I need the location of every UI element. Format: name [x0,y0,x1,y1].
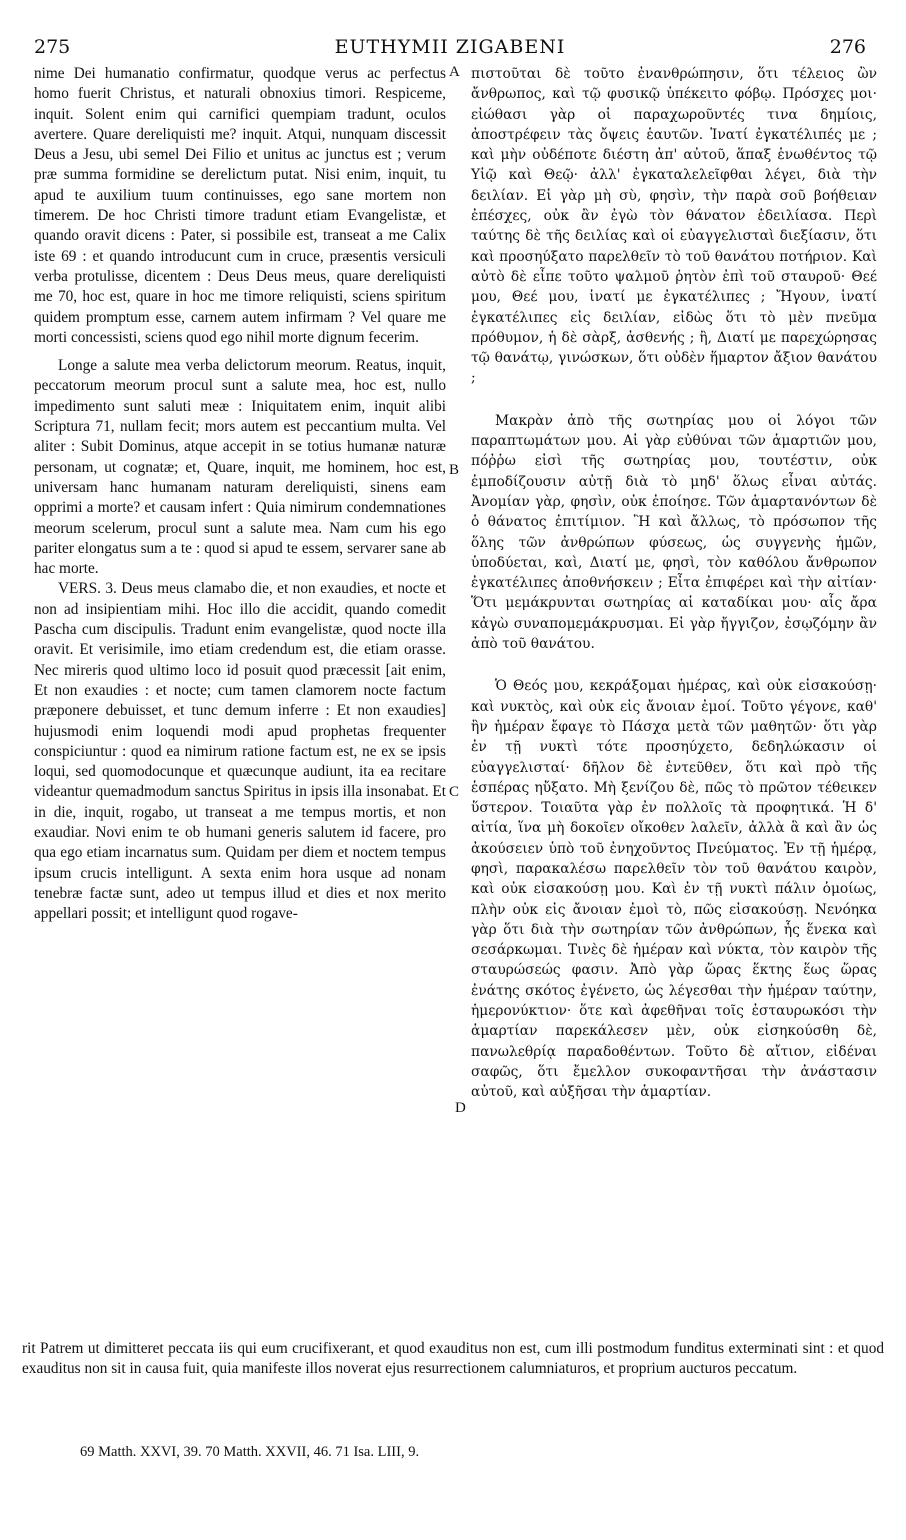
margin-marker-a: A [449,64,460,80]
latin-continuation: rit Patrem ut dimitteret peccata iis qui eum crucifixerant, et quod exauditus non est, cum illi postmodum funditus exterminati sint : et quod exauditus non sit in causa fuit, quia manifeste illos noverat ejus resurrectionem calumniaturos, et proprium aucturos peccatum. [22,1340,884,1378]
running-header [34,36,866,64]
greek-column [471,64,877,1103]
right-page-number: 276 [829,36,866,58]
greek-paragraph-2: Μακρὰν ἀπὸ τῆς σωτηρίας μου οἱ λόγοι τῶν παραπτωμάτων μου. Αἱ γὰρ εὐθύναι τῶν ἁμαρτιῶν μου, πόῤῥω εἰσὶ τῆς σωτηρίας μου, τουτέστιν, οὐκ ἐμποδίζουσιν αὐτῇ διὰ τὸ μηδ' ὅλως εἶναι αὐτάς. Ἀνομίαν γὰρ, φησὶν, οὐκ ἐποίησε. Τῶν ἁμαρτανόντων δὲ ὁ θάνατος ἐπιτίμιον. Ἢ καὶ ἄλλως, τὸ πρόσωπον τῆς ὅλης τῶν ἀνθρώπων φύσεως, ὡς συγγενὴς ἡμῶν, ὑποδύεται, καὶ, Διατί με, φησὶ, τὸν καθόλου ἄνθρωπον ἐγκατέλιπες ἀποθνήσκειν ; Εἶτα ἐπιφέρει καὶ τὴν αἰτίαν· Ὅτι μεμάκρυνται σωτηρίας αἱ καταδίκαι μου· αἷς ἄρα κἀγὼ συναπομεμάκρυσμαι. Εἰ γὰρ ἤγγιζον, ἐσῳζόμην ἂν ἀπὸ τοῦ θανάτου. [471,412,877,653]
greek-paragraph-1: πιστοῦται δὲ τοῦτο ἐνανθρώπησιν, ὅτι τέλειος ὢν ἄνθρωπος, καὶ τῷ φυσικῷ ὑπέκειτο φόβῳ. Πρόσχες μοι· εἰώθασι γὰρ οἱ παραχωροῦντές τινα δημίοις, ἀποστρέφειν τὰς ὄψεις ἑαυτῶν. Ἱνατί ἐγκατέλιπές με ; καὶ μὴν οὐδέποτε διέστη ἀπ' αὐτοῦ, ἅπαξ ἑνωθέντος τῷ Υἱῷ καὶ Θεῷ· ἀλλ' ἐγκαταλελεῖφθαι λέγει, διὰ τὴν δειλίαν. Εἰ γὰρ μὴ σὺ, φησὶν, τὴν παρὰ σοῦ βοήθειαν ἐπέσχες, οὐκ ἂν ἐγὼ τὸν θάνατον ἐδειλίασα. Περὶ ταύτης δὲ τῆς δειλίας καὶ οἱ εὐαγγελισταὶ διεξίασιν, ὅτι καὶ προσηύξατο παρελθεῖν τὸ τοῦ θανάτου ποτήριον. Καὶ αὐτὸ δὲ εἶπε τοῦτο ψαλμοῦ ῥητὸν ἐπὶ τοῦ σταυροῦ· Θεέ μου, Θεέ μου, ἱνατί με ἐγκατέλιπες ; Ἤγουν, ἱνατί ἐγκατέλιπες εἰς δειλίαν, εἰδὼς ὅτι τὸ μὲν πνεῦμα πρόθυμον, ἡ δὲ σὰρξ, ἀσθενής ; ἢ, Διατί με παρεχώρησας τῷ θανάτῳ, γινώσκων, ὅτι οὐδὲν ἥμαρτον ἄξιον θανάτου ; [471,66,877,387]
margin-marker-c: C [449,784,460,800]
latin-paragraph-1: nime Dei humanatio confirmatur, quodque verus ac perfectus homo fuerit Christus, et naturali obnoxius timori. Respiceme, inquit. Solent enim qui carnifici quempiam tradunt, oculos avertere. Quare dereliquisti me? inquit. Atqui, nunquam discessit Deus a Jesu, ubi semel Dei Filio et unitus ac junctus est ; verum præ summa formidine se derelictum putat. Nisi enim, inquit, tu apud te auxilium tuum continuisses, ego sane mortem non timerem. De hoc Christi timore tradunt etiam Evangelistæ, et quando oravit dicens : Pater, si possibile est, transeat a me Calix iste 69 : et quando introducunt cum in cruce, præsentis versiculi verba protulisse, dicentem : Deus Deus meus, quare dereliquisti me 70, hoc est, quare in hoc me timore reliquisti, sciens spiritum quidem promptum esse, carnem autem infirmam ? Vel quare me morti concessisti, sciens quod ego nihil morte dignum fecerim. [34,65,446,346]
margin-marker-b: B [449,462,460,478]
margin-marker-d: D [455,1100,466,1116]
latin-column [34,64,446,924]
latin-paragraph-3: VERS. 3. Deus meus clamabo die, et non exaudies, et nocte et non ad insipientiam mihi. Hoc illo die accidit, quando comedit Pascha cum discipulis. Tradunt enim evangelistæ, quod nocte illa oravit. Et verisimile, imo etiam credendum est, die etiam orasse. Nec mireris quod ultimo loco id posuit quod præcessit [ait enim, Et non exaudies : et nocte; cum tamen clamorem nocte factum præponere debuisset, et tunc demum inferre : Et non exaudies] hujusmodi enim loquendi modi apud prophetas frequenter conspiciuntur : quod ea nimirum ratione factum est, ne ex se ipsis loqui, sed quomodocunque et quæcunque audiunt, ita ea recitare videantur quemadmodum sanctus Spiritus in ipsis illa insonabat. Et in die, inquit, rogabo, ut transeat a me tempus mortis, et non exaudiar. Novi enim te ob humani generis salutem id facere, pro qua ego etiam incarnatus sum. Quidam per diem et noctem tempus ipsum crucis intelligunt. A sexta enim hora usque ad nonam tenebræ factæ sunt, adeo ut tempus illud et dies et nox merito appellari possit; et intelligunt quod rogave- [34,580,446,923]
latin-paragraph-2: Longe a salute mea verba delictorum meorum. Reatus, inquit, peccatorum meorum procul sunt a salute mea, hoc est, nullo impedimento sunt saluti meæ : Iniquitatem enim, inquit alibi Scriptura 71, nullam fecit; mors autem est peccantium multa. Vel aliter : Subit Dominus, atque accepit in se totius humanæ naturæ personam, ut cognatæ; et, Quare, inquit, me hominem, hoc est, universam hanc humanam naturam dereliquisti, sinens eam opprimi a morte? et causam infert : Quia nimirum condemnationes meorum scelerum, procul sunt a salute mea. Nam cum his ego pariter elongatus sum a te : quod si apud te essem, servarer sane ab hac morte. [34,357,446,578]
footnotes: 69 Matth. XXVI, 39. 70 Matth. XXVII, 46. 71 Isa. LIII, 9. [80,1444,420,1460]
left-page-number: 275 [34,36,71,58]
running-title: EUTHYMII ZIGABENI [334,36,566,58]
greek-paragraph-3: Ὁ Θεός μου, κεκράξομαι ἡμέρας, καὶ οὐκ εἰσακούσῃ· καὶ νυκτὸς, καὶ οὐκ εἰς ἄνοιαν ἐμοί. Τοῦτο γέγονε, καθ' ἣν ἡμέραν ἔφαγε τὸ Πάσχα μετὰ τῶν μαθητῶν· ὅτι γὰρ ἐν τῇ νυκτὶ τότε προσηύχετο, δεδηλώκασιν οἱ εὐαγγελισταί· δῆλον δὲ ἐντεῦθεν, ὅτι καὶ πρὸ τῆς ἑσπέρας ηὔξατο. Μὴ ξενίζου δὲ, πῶς τὸ πρῶτον τέθεικεν ὕστερον. Τοιαῦτα γὰρ ἐν πολλοῖς τὰ προφητικά. Ἡ δ' αἰτία, ἵνα μὴ δοκοῖεν οἴκοθεν λαλεῖν, ἀλλὰ ἃ καὶ ἂν ὡς ἀκούσειεν ὑπὸ τοῦ ἐνηχοῦντος Πνεύματος. Ἐν τῇ ἡμέρᾳ, φησὶ, παρακαλέσω παρελθεῖν τὸν τοῦ θανάτου καιρὸν, καὶ οὐκ εἰσακούσῃ μου. Καὶ ἐν τῇ νυκτὶ πάλιν ὁμοίως, πλὴν οὐκ εἰς ἄνοιαν ἐμοὶ τὸ, πῶς εἰσακούσῃ. Νενόηκα γὰρ ὅτι διὰ τὴν σωτηρίαν τῶν ἀνθρώπων, ἧς ἕνεκα καὶ σεσάρκωμαι. Τινὲς δὲ ἡμέραν καὶ νύκτα, τὸν καιρὸν τῆς σταυρώσεώς φασιν. Ἀπὸ γὰρ ὥρας ἕκτης ἕως ὥρας ἐνάτης σκότος ἐγένετο, ὡς λέγεσθαι τὴν ἡμέραν ταύτην, ἡμερονύκτιον· ὅτε καὶ ἀφεθῆναι τοῖς ἐσταυρωκόσι τὴν ἁμαρτίαν παρεκάλεσεν μὲν, οὐκ εἰσηκούσθη δὲ, πανωλεθρίᾳ παραδοθέντων. Τοῦτο δὲ αἴτιον, εἰδέναι σαφῶς, ὅτι ἔμελλον συκοφαντῆσαι τὴν ἀνάστασιν αὐτοῦ, καὶ αὐξῆσαι τὴν ἁμαρτίαν. [471,678,877,1101]
